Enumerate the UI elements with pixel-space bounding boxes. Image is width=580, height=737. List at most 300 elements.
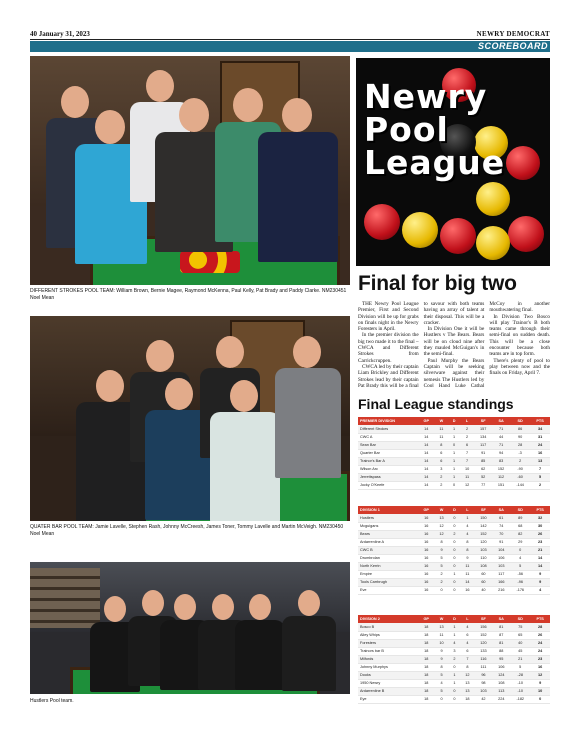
stat-cell: 87 (492, 631, 510, 639)
stat-cell: 11 (460, 570, 474, 578)
stat-cell: 18 (418, 663, 434, 671)
table-row (358, 695, 550, 703)
stat-cell: 14 (530, 554, 550, 562)
column-header: L (460, 417, 474, 425)
table-row (358, 481, 550, 489)
stat-cell: 1 (449, 631, 461, 639)
stat-cell: 110 (475, 554, 493, 562)
stat-cell: 156 (475, 623, 493, 631)
yellow-ball (476, 226, 510, 260)
team-name: Eve (358, 586, 418, 594)
article-paragraph: Paul Murphy the Bears Captain will be seeking silverware against their nemesis The Hustlers led by Cool Hand Luke Cathal McCoy in another mouthwatering final. (423, 301, 550, 389)
stat-cell: 1 (449, 671, 461, 679)
photo-different-strokes (30, 56, 350, 285)
stat-cell: 2 (460, 433, 474, 441)
stat-cell: 32 (530, 514, 550, 522)
column-header: W (434, 506, 448, 514)
stat-cell: 86 (510, 425, 530, 433)
photo-hustlers (30, 562, 350, 694)
table-row (358, 538, 550, 546)
team-name: Drumbrolan (358, 554, 418, 562)
stat-cell: 0 (449, 514, 461, 522)
column-header: GP (418, 417, 434, 425)
stat-cell: 4 (460, 530, 474, 538)
stat-cell: 82 (510, 530, 530, 538)
table-row (358, 655, 550, 663)
team-name: Different Strokes (358, 425, 418, 433)
stat-cell: 16 (418, 514, 434, 522)
stat-cell: -144 (510, 481, 530, 489)
stat-cell: 13 (434, 514, 448, 522)
stat-cell: 14 (418, 441, 434, 449)
stat-cell: 120 (475, 538, 493, 546)
table-row (358, 631, 550, 639)
header-rule (30, 39, 550, 40)
newry-pool-league-poster (356, 58, 550, 266)
column-header: DIVISION 1 (358, 506, 418, 514)
stat-cell: 77 (474, 481, 492, 489)
stat-cell: 18 (418, 695, 434, 703)
team-name: Foresters (358, 639, 418, 647)
stat-cell: 91 (474, 449, 492, 457)
stat-cell: 18 (418, 655, 434, 663)
stat-cell: 108 (475, 562, 493, 570)
stat-cell: 2 (460, 425, 474, 433)
stat-cell: 89 (510, 514, 530, 522)
stat-cell: -90 (510, 465, 530, 473)
stat-cell: 0 (449, 687, 461, 695)
stat-cell: 14 (530, 562, 550, 570)
stat-cell: 1 (448, 433, 460, 441)
stat-cell: 9 (434, 546, 448, 554)
stat-cell: 0 (449, 586, 461, 594)
stat-cell: 65 (510, 631, 530, 639)
stat-cell: 60 (475, 570, 493, 578)
stat-cell: 1 (449, 570, 461, 578)
stat-cell: -176 (510, 586, 530, 594)
stat-cell: 18 (418, 623, 434, 631)
stat-cell: 94 (492, 449, 510, 457)
poster-title-line-3: League (364, 143, 506, 182)
stat-cell: 0 (510, 546, 530, 554)
column-header: W (434, 615, 448, 623)
stat-cell: 166 (492, 578, 510, 586)
stat-cell: 0 (449, 663, 461, 671)
stat-cell: 6 (434, 457, 448, 465)
stat-cell: 68 (510, 522, 530, 530)
team-name: CWC B (358, 546, 418, 554)
stat-cell: 13 (530, 457, 550, 465)
player-5 (210, 376, 280, 521)
stat-cell: 7 (460, 457, 474, 465)
stat-cell: 16 (418, 538, 434, 546)
stat-cell: 5 (434, 562, 448, 570)
stat-cell: 24 (530, 647, 550, 655)
stat-cell: 8 (434, 538, 448, 546)
column-header: PREMIER DIVISION (358, 417, 418, 425)
photo-quarter-bar (30, 316, 350, 521)
stat-cell: 157 (474, 425, 492, 433)
stat-cell: 1 (460, 514, 474, 522)
stat-cell: 42 (475, 695, 493, 703)
stat-cell: 10 (434, 639, 448, 647)
stat-cell: -28 (510, 671, 530, 679)
caption-credit-1: Noel Mean (30, 294, 55, 301)
stat-cell: 81 (492, 623, 510, 631)
stat-cell: 4 (460, 639, 474, 647)
stat-cell: -96 (510, 578, 530, 586)
stat-cell: -182 (510, 695, 530, 703)
stat-cell: 28 (530, 623, 550, 631)
stat-cell: 0 (434, 586, 448, 594)
stat-cell: 2 (434, 481, 448, 489)
stat-cell: 16 (418, 586, 434, 594)
stat-cell: 8 (434, 441, 448, 449)
photo-caption-2 (30, 524, 350, 537)
division-1-table (358, 506, 550, 595)
stat-cell: 88 (492, 647, 510, 655)
stat-cell: 3 (449, 647, 461, 655)
stat-cell: 10 (530, 687, 550, 695)
stat-cell: 5 (434, 671, 448, 679)
stat-cell: 18 (418, 679, 434, 687)
stat-cell: 2 (434, 570, 448, 578)
table-header-row (358, 506, 550, 514)
table-row (358, 663, 550, 671)
stat-cell: 0 (449, 562, 461, 570)
stat-cell: 34 (530, 425, 550, 433)
stat-cell: 24 (530, 441, 550, 449)
team-name: Bosco B (358, 623, 418, 631)
stat-cell: 21 (530, 546, 550, 554)
stat-cell: 9 (460, 554, 474, 562)
stat-cell: 18 (460, 695, 474, 703)
article-headline: Final for big two (358, 272, 517, 295)
table-row (358, 679, 550, 687)
stat-cell: 4 (449, 639, 461, 647)
yellow-ball (476, 182, 510, 216)
article-paragraph: THE Newry Pool League Premier, First and Second Division will be up for grabs on finals night in the Newry Foresters in April. (358, 301, 419, 333)
player-6 (282, 586, 336, 691)
stat-cell: 5 (434, 554, 448, 562)
team-name: Trainor's Bar A (358, 457, 418, 465)
stat-cell: 1 (449, 623, 461, 631)
stat-cell: 6 (434, 449, 448, 457)
yellow-ball (402, 212, 438, 248)
stat-cell: 18 (418, 647, 434, 655)
team-name: Alley Whips (358, 631, 418, 639)
player-6 (258, 94, 338, 274)
stat-cell: 5 (530, 473, 550, 481)
stat-cell: 14 (418, 481, 434, 489)
stat-cell: 24 (530, 639, 550, 647)
stat-cell: 111 (475, 663, 493, 671)
stat-cell: 1 (448, 465, 460, 473)
stat-cell: 5 (510, 663, 530, 671)
stat-cell: 14 (418, 433, 434, 441)
stat-cell: 6 (460, 647, 474, 655)
poster-title (364, 77, 506, 182)
team-name: Milfords (358, 655, 418, 663)
stat-cell: -60 (510, 473, 530, 481)
team-name: Wilson Arc (358, 465, 418, 473)
stat-cell: 116 (475, 655, 493, 663)
table-header-row (358, 417, 550, 425)
stat-cell: 9 (434, 655, 448, 663)
page-date: 40 January 31, 2023 (30, 30, 90, 38)
red-ball (440, 218, 476, 254)
stat-cell: 16 (418, 554, 434, 562)
stat-cell: 2 (530, 481, 550, 489)
photo-caption-3 (30, 698, 350, 705)
stat-cell: 150 (475, 514, 493, 522)
stat-cell: 5 (434, 687, 448, 695)
poster-title-line-2: Pool (364, 110, 449, 149)
stat-cell: 31 (530, 433, 550, 441)
player-5 (235, 590, 285, 690)
stat-cell: 16 (418, 562, 434, 570)
stat-cell: 75 (510, 623, 530, 631)
poster-title-line-1: Newry (364, 77, 488, 116)
stat-cell: 0 (449, 546, 461, 554)
article-paragraph: There's plenty of pool to play between now and the finals on Friday, April 7. (489, 357, 550, 377)
stat-cell: 4 (434, 679, 448, 687)
stat-cell: 104 (492, 546, 510, 554)
stat-cell: 29 (510, 538, 530, 546)
stat-cell: 45 (510, 647, 530, 655)
team-name: Jerrettspass (358, 473, 418, 481)
stat-cell: 30 (530, 522, 550, 530)
column-header: SA (492, 506, 510, 514)
standings-title: Final League standings (358, 396, 514, 412)
stat-cell: 16 (418, 522, 434, 530)
team-name: CWC A (358, 433, 418, 441)
stat-cell: 44 (492, 433, 510, 441)
player-6 (275, 332, 341, 482)
stat-cell: 7 (530, 465, 550, 473)
stat-cell: 2 (449, 655, 461, 663)
stat-cell: 13 (460, 679, 474, 687)
stat-cell: 13 (460, 687, 474, 695)
team-name: Empire (358, 570, 418, 578)
column-header: SA (492, 615, 510, 623)
stat-cell: 16 (418, 546, 434, 554)
stat-cell: 151 (492, 481, 510, 489)
column-header: SD (510, 615, 530, 623)
premier-division-table (358, 417, 550, 490)
stat-cell: 11 (434, 433, 448, 441)
stat-cell: 12 (460, 481, 474, 489)
team-name: Hustlers (358, 514, 418, 522)
stat-cell: 8 (460, 538, 474, 546)
table-row (358, 433, 550, 441)
stat-cell: 12 (530, 671, 550, 679)
stat-cell: 14 (418, 465, 434, 473)
stat-cell: 40 (510, 639, 530, 647)
stat-cell: 83 (492, 457, 510, 465)
stat-cell: 18 (418, 631, 434, 639)
table-row (358, 530, 550, 538)
table-row (358, 671, 550, 679)
column-header: L (460, 506, 474, 514)
stat-cell: 4 (460, 623, 474, 631)
column-header: SF (475, 615, 493, 623)
stat-cell: 117 (474, 441, 492, 449)
stat-cell: 9 (434, 647, 448, 655)
stat-cell: 4 (460, 522, 474, 530)
stat-cell: 1 (448, 449, 460, 457)
column-header: SD (510, 417, 530, 425)
red-ball (506, 146, 540, 180)
column-header: SF (474, 417, 492, 425)
stat-cell: 0 (449, 538, 461, 546)
stat-cell: 40 (475, 586, 493, 594)
column-header: L (460, 615, 474, 623)
table-row (358, 554, 550, 562)
team-name: Ardarrenline A (358, 538, 418, 546)
stat-cell: 14 (418, 457, 434, 465)
division-2-table (358, 615, 550, 704)
article-paragraph: In Division Two Bosco will play Trainor's B both teams came through their semi-final on sudden death. This will be a close encounter because both teams are in top form. (489, 313, 550, 358)
stat-cell: 0 (448, 441, 460, 449)
table-row (358, 441, 550, 449)
team-name: Bears (358, 530, 418, 538)
stat-cell: 85 (474, 457, 492, 465)
article-paragraph: In the premier division the big two made it to the final – CWCA and Different Strokes from Carrickcruppen. (358, 332, 419, 364)
team-name: 1950 Newry (358, 679, 418, 687)
stat-cell: 108 (492, 679, 510, 687)
stat-cell: 216 (492, 586, 510, 594)
stat-cell: -3 (510, 449, 530, 457)
article-paragraph: CWCA led by their captain Liam Brickley and Different Strokes lead by their captain Pat Brady this will be a final to savour with both teams having an array of talent at their disposal. This will be a cracker. (358, 301, 485, 389)
red-ball (364, 204, 400, 240)
stat-cell: -56 (510, 570, 530, 578)
stat-cell: 16 (418, 530, 434, 538)
stat-cell: 5 (510, 562, 530, 570)
column-header: GP (418, 615, 434, 623)
stat-cell: 0 (530, 695, 550, 703)
stat-cell: 18 (418, 639, 434, 647)
stat-cell: 11 (434, 631, 448, 639)
stat-cell: 71 (492, 441, 510, 449)
article-body (358, 301, 550, 395)
team-name: Dooks (358, 671, 418, 679)
stat-cell: 152 (475, 530, 493, 538)
stat-cell: 9 (530, 570, 550, 578)
section-label: SCOREBOARD (477, 41, 548, 51)
stat-cell: 103 (475, 687, 493, 695)
stat-cell: 3 (434, 465, 448, 473)
table-row (358, 522, 550, 530)
stat-cell: 21 (510, 655, 530, 663)
table-row (358, 473, 550, 481)
stat-cell: 26 (530, 631, 550, 639)
stat-cell: 96 (475, 671, 493, 679)
stat-cell: 91 (492, 538, 510, 546)
column-header: D (449, 615, 461, 623)
table-row (358, 425, 550, 433)
stat-cell: 152 (492, 465, 510, 473)
table-row (358, 465, 550, 473)
column-header: SF (475, 506, 493, 514)
stat-cell: 70 (492, 530, 510, 538)
stat-cell: 11 (434, 425, 448, 433)
stat-cell: 81 (492, 639, 510, 647)
team-name: Tools Carrbrugh (358, 578, 418, 586)
stat-cell: -10 (510, 679, 530, 687)
stat-cell: 8 (460, 546, 474, 554)
stat-cell: 98 (475, 679, 493, 687)
stat-cell: 23 (530, 538, 550, 546)
stat-cell: 95 (492, 655, 510, 663)
stat-cell: 124 (492, 671, 510, 679)
stat-cell: 113 (492, 687, 510, 695)
stat-cell: 90 (510, 433, 530, 441)
stat-cell: 9 (530, 578, 550, 586)
stat-cell: 103 (492, 562, 510, 570)
stat-cell: 16 (530, 663, 550, 671)
paper-name: NEWRY DEMOCRAT (476, 30, 550, 38)
stat-cell: 60 (475, 578, 493, 586)
column-header: GP (418, 506, 434, 514)
team-name: Jocky O'Keefe (358, 481, 418, 489)
team-name: Johnny Murphys (358, 663, 418, 671)
table-header-row (358, 615, 550, 623)
caption-text-1: DIFFERENT STROKES POOL TEAM: William Brown, Bernie Magee, Raymond McKenna, Paul Kelly, Pat Brady and Paddy Clarke. NM230451 (30, 288, 347, 294)
column-header: PTS (530, 615, 550, 623)
column-header: D (449, 506, 461, 514)
stat-cell: 18 (418, 687, 434, 695)
stat-cell: 2 (449, 530, 461, 538)
stat-cell: 117 (492, 570, 510, 578)
stat-cell: 71 (492, 425, 510, 433)
stat-cell: 26 (530, 530, 550, 538)
stat-cell: 16 (418, 578, 434, 586)
team-name: North Kerrin (358, 562, 418, 570)
stat-cell: 106 (492, 663, 510, 671)
stat-cell: 12 (434, 530, 448, 538)
caption-text-3: Hustlers Pool team. (30, 698, 74, 704)
stat-cell: 7 (460, 449, 474, 457)
table-row (358, 647, 550, 655)
team-name: Mcguigans (358, 522, 418, 530)
stat-cell: 6 (460, 441, 474, 449)
stat-cell: 2 (510, 457, 530, 465)
stat-cell: 0 (449, 522, 461, 530)
stat-cell: 14 (418, 449, 434, 457)
team-name: Eye (358, 695, 418, 703)
stat-cell: 12 (460, 671, 474, 679)
stat-cell: 14 (418, 473, 434, 481)
photo-caption-1 (30, 288, 350, 301)
table-row (358, 562, 550, 570)
stat-cell: 103 (475, 546, 493, 554)
stat-cell: 62 (474, 465, 492, 473)
column-header: PTS (530, 506, 550, 514)
team-name: Quarter Bar (358, 449, 418, 457)
team-name: Sean Bar (358, 441, 418, 449)
stat-cell: 4 (510, 554, 530, 562)
column-header: SA (492, 417, 510, 425)
stat-cell: 0 (449, 554, 461, 562)
stat-cell: 6 (460, 631, 474, 639)
stat-cell: 10 (460, 465, 474, 473)
stat-cell: 16 (530, 449, 550, 457)
column-header: DIVISION 2 (358, 615, 418, 623)
section-band (30, 41, 550, 52)
table-row (358, 449, 550, 457)
stat-cell: 0 (448, 481, 460, 489)
